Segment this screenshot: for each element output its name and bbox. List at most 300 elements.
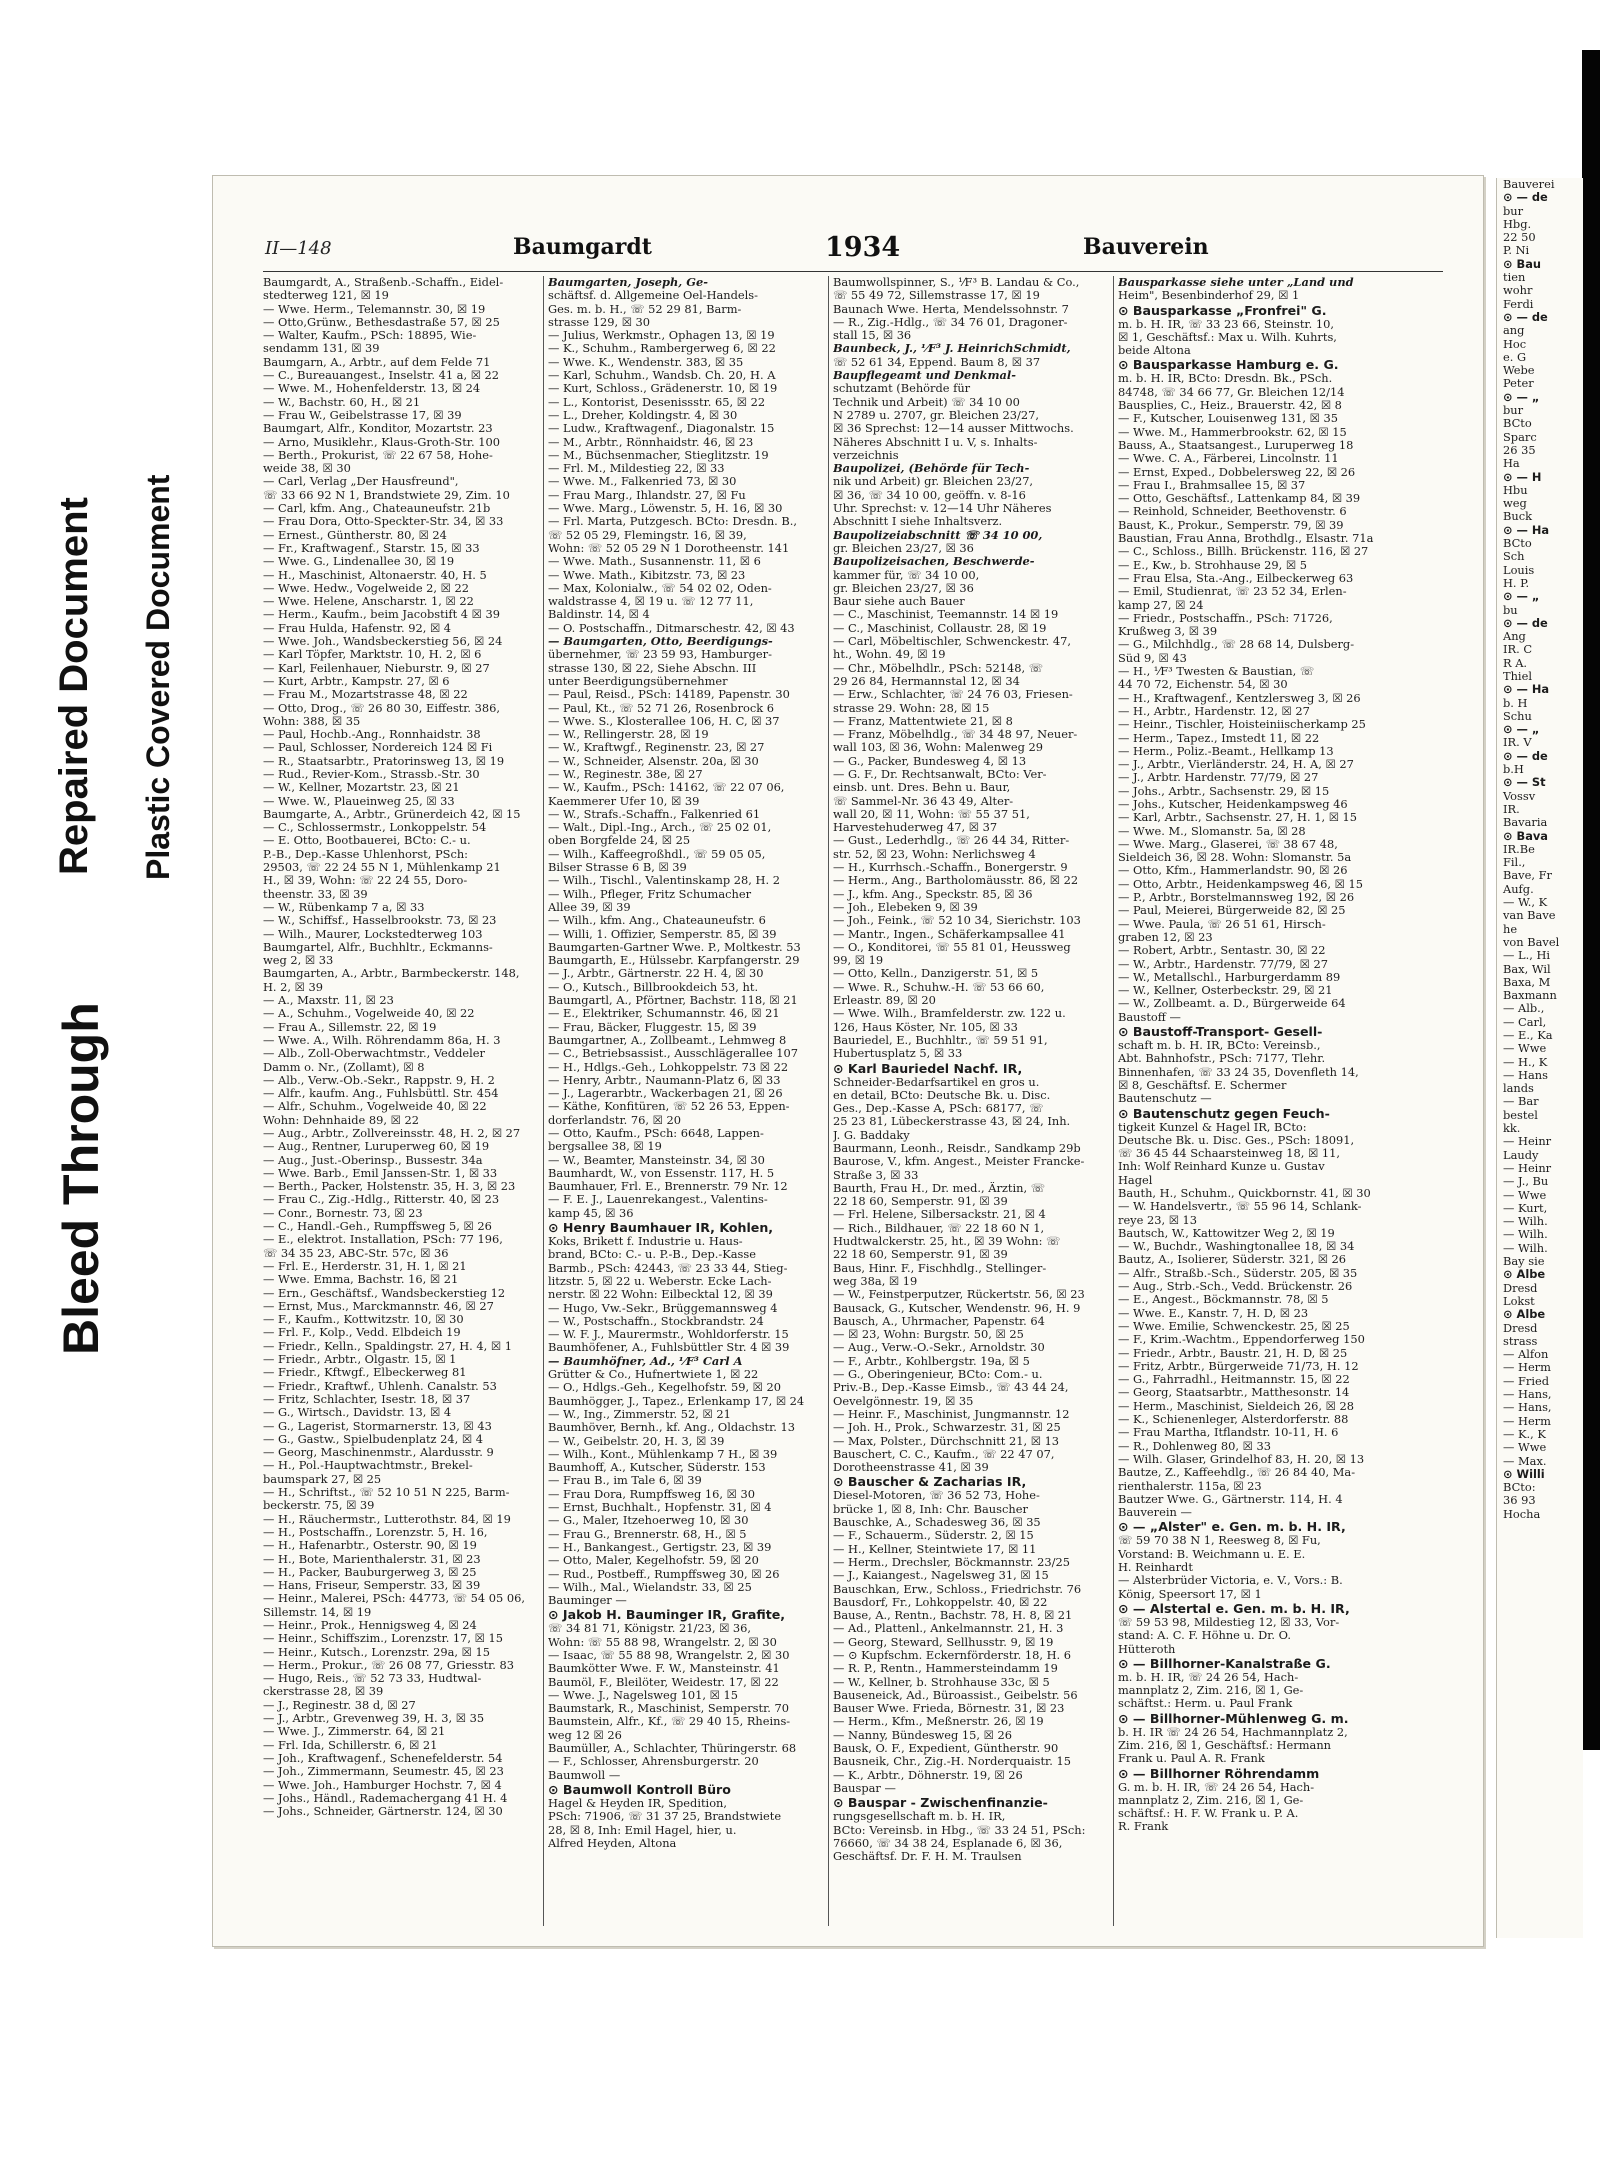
directory-entry-line: — Frau C., Zig.-Hdlg., Ritterstr. 40, ☒ 23 bbox=[263, 1193, 500, 1207]
directory-entry-line: Bausplies, C., Heiz., Brauerstr. 42, ☒ 8 bbox=[1118, 399, 1342, 413]
directory-entry-line: schäftst.: Herm. u. Paul Frank bbox=[1118, 1697, 1293, 1711]
directory-entry-line: — Heinr., Malerei, PSch: 44773, ☏ 54 05 06, bbox=[263, 1592, 525, 1606]
directory-entry-line: — Otto, Maler, Kegelhofstr. 59, ☒ 20 bbox=[548, 1554, 759, 1568]
directory-entry-line: Koks, Brikett f. Industrie u. Haus- bbox=[548, 1235, 743, 1249]
directory-entry-line: strasse 29. Wohn: 28, ☒ 15 bbox=[833, 701, 990, 715]
directory-entry-line: Baumgarth, E., Hülssebr. Karpfangerstr. 29 bbox=[548, 954, 800, 968]
directory-entry-line: übernehmer, ☏ 23 59 93, Hamburger- bbox=[548, 648, 772, 662]
neighbor-page-line: Fil., bbox=[1503, 855, 1526, 870]
directory-entry-line: — Carl, Verlag „Der Hausfreund", bbox=[263, 475, 459, 489]
directory-entry-line: Baumstein, Alfr., Kf., ☏ 29 40 15, Rheins- bbox=[548, 1715, 791, 1729]
directory-entry-line: — Willi, 1. Offizier, Semperstr. 85, ☒ 39 bbox=[548, 927, 777, 941]
directory-entry-line: — Karl Töpfer, Marktstr. 10, H. 2, ☒ 6 bbox=[263, 648, 482, 662]
directory-entry-line: mannplatz 2, Zim. 216, ☒ 1, Ge- bbox=[1118, 1793, 1304, 1807]
directory-entry-line: Bausk, O. F., Expedient, Güntherstr. 90 bbox=[833, 1742, 1059, 1756]
directory-entry-line: — O., Kutsch., Billbrookdeich 53, ht. bbox=[548, 980, 759, 994]
directory-entry-line: Technik und Arbeit) ☏ 34 10 00 bbox=[833, 395, 1020, 409]
directory-entry-line: P.-B., Dep.-Kasse Uhlenhorst, PSch: bbox=[263, 847, 469, 861]
directory-entry-line: — H., Packer, Bauburgerweg 3, ☒ 25 bbox=[263, 1565, 477, 1579]
directory-entry-line: ⊙ Jakob H. Bauminger IR, Grafite, bbox=[548, 1607, 786, 1623]
directory-entry-line: — Wwe. J., Zimmerstr. 64, ☒ 21 bbox=[263, 1725, 446, 1739]
directory-entry-line: ☏ 52 05 29, Flemingstr. 16, ☒ 39, bbox=[548, 528, 747, 542]
directory-entry-line: — H., Kraftwagenf., Kentzlersweg 3, ☒ 26 bbox=[1118, 691, 1361, 705]
directory-entry-line: — O. Postschaffn., Ditmarschestr. 42, ☒ 43 bbox=[548, 621, 795, 635]
directory-entry-line: — Ernest., Güntherstr. 80, ☒ 24 bbox=[263, 528, 447, 542]
directory-entry-line: Baumwoll — bbox=[548, 1768, 621, 1782]
directory-entry-line: — Chr., Möbelhdlr., PSch: 52148, ☏ bbox=[833, 661, 1044, 675]
directory-entry-line: — H., Kurrhsch.-Schaffn., Bonergerstr. 9 bbox=[833, 861, 1068, 875]
directory-entry-line: m. b. H. IR, ☏ 24 26 54, Hach- bbox=[1118, 1670, 1299, 1684]
directory-entry-line: — E., Kw., b. Strohhause 29, ☒ 5 bbox=[1118, 558, 1307, 572]
directory-entry-line: ☏ 59 53 98, Mildestieg 12, ☒ 33, Vor- bbox=[1118, 1615, 1340, 1629]
directory-entry-line: Wohn: Dehnhaide 89, ☒ 22 bbox=[263, 1113, 419, 1127]
directory-entry-line: — R. P., Rentn., Hammersteindamm 19 bbox=[833, 1662, 1058, 1676]
neighbor-page-line: — Bar bbox=[1503, 1094, 1539, 1109]
directory-entry-line: — Wilh., Mal., Wielandstr. 33, ☒ 25 bbox=[548, 1580, 752, 1594]
directory-entry-line: — Alfr., Straßb.-Sch., Süderstr. 205, ☒ 35 bbox=[1118, 1266, 1358, 1280]
directory-entry-line: — W., Kellner, Osterbeckstr. 29, ☒ 21 bbox=[1118, 984, 1333, 998]
directory-entry-line: — F., Krim.-Wachtm., Eppendorferweg 150 bbox=[1118, 1333, 1365, 1347]
directory-entry-line: — E., Angest., Böckmannstr. 78, ☒ 5 bbox=[1118, 1293, 1329, 1307]
directory-entry-line: kamp 45, ☒ 36 bbox=[548, 1206, 634, 1220]
directory-entry-line: Baldinstr. 14, ☒ 4 bbox=[548, 608, 650, 622]
neighbor-page-line: Baxmann bbox=[1503, 988, 1557, 1003]
neighbor-page-line: Ang bbox=[1503, 629, 1526, 644]
neighbor-page-line: 22 50 bbox=[1503, 230, 1536, 245]
directory-entry-line: — Wwe. Marg., Glaserei, ☏ 38 67 48, bbox=[1118, 837, 1338, 851]
directory-entry-line: — Frau A., Sillemstr. 22, ☒ 19 bbox=[263, 1020, 437, 1034]
neighbor-page-line: — Alfon bbox=[1503, 1347, 1549, 1362]
directory-entry-line: — Karl, Arbtr., Sachsenstr. 27, H. 1, ☒ 15 bbox=[1118, 811, 1358, 825]
header-year: 1934 bbox=[825, 232, 901, 263]
directory-entry-line: — Otto, Kaufm., PSch: 6648, Lappen- bbox=[548, 1127, 764, 1140]
directory-entry-line: — Georg, Staatsarbtr., Matthesonstr. 14 bbox=[1118, 1386, 1350, 1400]
directory-entry-line: — Wilh., Maurer, Lockstedterweg 103 bbox=[263, 927, 483, 941]
neighbor-page-line: Buck bbox=[1503, 509, 1532, 524]
neighbor-page-line: strass bbox=[1503, 1333, 1538, 1348]
directory-entry-line: — Wwe. Emma, Bachstr. 16, ☒ 21 bbox=[263, 1273, 459, 1287]
directory-entry-line: — M., Arbtr., Rönnhaidstr. 46, ☒ 23 bbox=[548, 435, 754, 449]
directory-entry-line: Alfred Heyden, Altona bbox=[548, 1836, 677, 1850]
neighbor-page-line: b.H bbox=[1503, 762, 1524, 777]
directory-entry-line: — Wilh., Tischl., Valentinskamp 28, H. 2 bbox=[548, 874, 780, 888]
directory-entry-line: H. Reinhardt bbox=[1118, 1561, 1193, 1575]
directory-entry-line: — Frau Martha, Itflandstr. 10-11, H. 6 bbox=[1118, 1426, 1339, 1440]
neighbor-page-line: — Herm bbox=[1503, 1413, 1551, 1428]
directory-entry-line: sendamm 131, ☒ 39 bbox=[263, 342, 380, 356]
directory-entry-line: 25 23 81, Lübeckerstrasse 43, ☒ 24, Inh. bbox=[833, 1115, 1071, 1129]
directory-entry-line: — Ernst, Buchhalt., Hopfenstr. 31, ☒ 4 bbox=[548, 1501, 772, 1515]
directory-entry-line: — R., Dohlenweg 80, ☒ 33 bbox=[1118, 1439, 1271, 1453]
directory-entry-line: schäftsf.: H. F. W. Frank u. P. A. bbox=[1118, 1807, 1299, 1821]
directory-entry-line: — Wilh., Kont., Mühlenkamp 7 H., ☒ 39 bbox=[548, 1447, 778, 1461]
directory-entry-line: — Otto, Kelln., Danzigerstr. 51, ☒ 5 bbox=[833, 967, 1039, 981]
neighbor-page-line: Lokst bbox=[1503, 1293, 1535, 1308]
directory-entry-line: stand: A. C. F. Höhne u. Dr. O. bbox=[1118, 1629, 1291, 1643]
directory-entry-line: ⊙ Henry Baumhauer IR, Kohlen, bbox=[548, 1220, 774, 1236]
directory-entry-line: nik und Arbeit) gr. Bleichen 23/27, bbox=[833, 475, 1034, 489]
neighbor-page-line: — K., K bbox=[1503, 1426, 1546, 1441]
directory-entry-line: Wohn: ☏ 52 05 29 N 1 Dorotheenstr. 141 bbox=[548, 541, 790, 555]
directory-entry-line: — H., ⅟F³ Twesten & Baustian, ☏ bbox=[1118, 665, 1315, 679]
directory-entry-line: — Wwe. Math., Kibitzstr. 73, ☒ 23 bbox=[548, 568, 746, 582]
directory-entry-line: — Robert, Arbtr., Sentastr. 30, ☒ 22 bbox=[1118, 944, 1326, 958]
page-header bbox=[213, 176, 1483, 266]
directory-entry-line: — Joh., Elebeken 9, ☒ 39 bbox=[833, 900, 978, 914]
header-first-entry: Baumgardt bbox=[513, 234, 652, 260]
directory-entry-line: — H., Kellner, Steintwiete 17, ☒ 11 bbox=[833, 1542, 1037, 1556]
neighbor-page-line: ang bbox=[1503, 323, 1525, 338]
directory-entry-line: — H., Maschinist, Altonaerstr. 40, H. 5 bbox=[263, 568, 487, 582]
directory-entry-line: — Ern., Geschäftsf., Wandsbeckerstieg 12 bbox=[263, 1286, 506, 1300]
column-1 bbox=[263, 276, 535, 1926]
neighbor-page-line: — H., K bbox=[1503, 1054, 1548, 1069]
directory-entry-line: — Frau Dora, Rumpffsweg 16, ☒ 30 bbox=[548, 1487, 755, 1501]
directory-entry-line: Barmb., PSch: 42443, ☏ 23 33 44, Stieg- bbox=[548, 1261, 788, 1275]
directory-entry-line: — W., Rellingerstr. 28, ☒ 19 bbox=[548, 728, 709, 742]
directory-entry-line: Abt. Bahnhofstr., PSch: 7177, Tlehr. bbox=[1118, 1052, 1326, 1066]
plastic-covered-label: Plastic Covered Document bbox=[140, 474, 176, 880]
neighbor-page-line: — Heinr bbox=[1503, 1134, 1552, 1149]
directory-entry-line: Bilser Strasse 6 B, ☒ 39 bbox=[548, 861, 687, 875]
neighbor-page-line: — Wwe bbox=[1503, 1440, 1547, 1455]
directory-entry-line: — G. F., Dr. Rechtsanwalt, BCto: Ver- bbox=[833, 767, 1047, 781]
directory-entry-line: — Wwe. M., Hohenfelderstr. 13, ☒ 24 bbox=[263, 382, 481, 396]
directory-entry-line: Sillemstr. 14, ☒ 19 bbox=[263, 1605, 372, 1619]
directory-entry-line: — Wwe. Wilh., Bramfelderstr. zw. 122 u. bbox=[833, 1007, 1066, 1021]
directory-entry-line: — Karl, Feilenhauer, Nieburstr. 9, ☒ 27 bbox=[263, 661, 490, 675]
directory-entry-line: — E., Elektriker, Schumannstr. 46, ☒ 21 bbox=[548, 1007, 780, 1021]
directory-entry-line: rungsgesellschaft m. b. H. IR, bbox=[833, 1810, 1006, 1824]
directory-entry-line: — H., Räuchermstr., Lutterothstr. 84, ☒ 19 bbox=[263, 1512, 511, 1526]
directory-entry-line: weide 38, ☒ 30 bbox=[263, 462, 351, 476]
directory-entry-line: — Heinr., Prok., Hennigsweg 4, ☒ 24 bbox=[263, 1618, 477, 1632]
directory-entry-line: J. G. Baddaky bbox=[833, 1128, 910, 1142]
directory-entry-line: — Wwe. Joh., Wandsbeckerstieg 56, ☒ 24 bbox=[263, 635, 503, 649]
directory-entry-line: Baumgarten, Joseph, Ge- bbox=[548, 276, 708, 289]
directory-entry-line: — Joh., Feink., ☏ 52 10 34, Sierichstr. 103 bbox=[833, 914, 1081, 928]
directory-entry-line: — Frau B., im Tale 6, ☒ 39 bbox=[548, 1474, 702, 1488]
neighbor-page-line: e. G bbox=[1503, 349, 1527, 364]
directory-entry-line: — Herm., Drechsler, Böckmannstr. 23/25 bbox=[833, 1555, 1070, 1569]
neighbor-page-line: Dresd bbox=[1503, 1280, 1538, 1295]
directory-entry-line: — Wwe. Marg., Löwenstr. 5, H. 16, ☒ 30 bbox=[548, 502, 783, 516]
directory-entry-line: — Paul, Hochb.-Ang., Ronnhaidstr. 38 bbox=[263, 728, 481, 742]
neighbor-page-line: P. Ni bbox=[1503, 243, 1530, 258]
directory-entry-line: Bauminger — bbox=[548, 1594, 627, 1608]
directory-entry-line: — Frau Marg., Ihlandstr. 27, ☒ Fu bbox=[548, 488, 746, 502]
directory-entry-line: ☏ 34 81 71, Königstr. 21/23, ☒ 36, bbox=[548, 1622, 752, 1636]
directory-entry-line: wall 103, ☒ 36, Wohn: Malenweg 29 bbox=[833, 741, 1043, 755]
directory-entry-line: Bausack, G., Kutscher, Wendenstr. 96, H. 9 bbox=[833, 1301, 1081, 1315]
directory-entry-line: nerstr. ☒ 22 Wohn: Eilbecktal 12, ☒ 39 bbox=[548, 1288, 773, 1302]
column-4 bbox=[1118, 276, 1390, 1926]
directory-entry-line: — Georg, Maschinenmstr., Alardusstr. 9 bbox=[263, 1446, 494, 1460]
neighbor-page-line: weg bbox=[1503, 496, 1527, 511]
directory-entry-line: 28, ☒ 8, Inh: Emil Hagel, hier, u. bbox=[548, 1823, 737, 1837]
directory-entry-line: — Friedr., Arbtr., Baustr. 21, H. D, ☒ 25 bbox=[1118, 1346, 1348, 1360]
directory-entry-line: Baumhöfener, A., Fuhlsbüttler Str. 4 ☒ 39 bbox=[548, 1341, 790, 1355]
neighbor-page-line: Bax, Wil bbox=[1503, 961, 1551, 976]
directory-entry-line: ☒ 8, Geschäftsf. E. Schermer bbox=[1118, 1078, 1287, 1092]
neighbor-page-line: BCto bbox=[1503, 536, 1532, 551]
neighbor-page-line: — Hans, bbox=[1503, 1400, 1552, 1415]
directory-entry-line: ⊙ — Billhorner-Mühlenweg G. m. bbox=[1118, 1710, 1349, 1726]
directory-entry-line: ht., Wohn. 49, ☒ 19 bbox=[833, 648, 946, 662]
directory-entry-line: — Herm., Kaufm., beim Jacobstift 4 ☒ 39 bbox=[263, 608, 500, 622]
directory-entry-line: — L., Dreher, Koldingstr. 4, ☒ 30 bbox=[548, 408, 738, 422]
directory-entry-line: — G., Packer, Bundesweg 4, ☒ 13 bbox=[833, 754, 1027, 768]
directory-entry-line: — G., Wirtsch., Davidstr. 13, ☒ 4 bbox=[263, 1406, 452, 1420]
directory-entry-line: — H., Hafenarbtr., Osterstr. 90, ☒ 19 bbox=[263, 1539, 477, 1553]
directory-entry-line: — Rud., Revier-Kom., Strassb.-Str. 30 bbox=[263, 767, 480, 781]
directory-entry-line: — Fritz, Arbtr., Bürgerweide 71/73, H. 12 bbox=[1118, 1359, 1359, 1373]
directory-entry-line: schaft m. b. H. IR, BCto: Vereinsb., bbox=[1118, 1039, 1321, 1053]
directory-entry-line: ☒ 36 Sprechst: 12—14 ausser Mittwochs. bbox=[833, 422, 1074, 436]
directory-entry-line: wall 20, ☒ 11, Wohn: ☏ 55 37 51, bbox=[833, 807, 1030, 821]
directory-entry-line: — Carl, kfm. Ang., Chateauneufstr. 21b bbox=[263, 502, 491, 516]
directory-entry-line: Baumüller, A., Schlachter, Thüringerstr. 68 bbox=[548, 1742, 797, 1756]
directory-entry-line: ⊙ — Billhorner Röhrendamm bbox=[1118, 1765, 1320, 1781]
directory-entry-line: ⊙ Karl Bauriedel Nachf. IR, bbox=[833, 1060, 1023, 1076]
directory-entry-line: Baumhögger, J., Tapez., Erlenkamp 17, ☒ 24 bbox=[548, 1394, 805, 1408]
neighbor-page-line: — Wilh. bbox=[1503, 1214, 1548, 1229]
directory-entry-line: H., ☒ 39, Wohn: ☏ 22 24 55, Doro- bbox=[263, 874, 468, 888]
directory-entry-line: Wohn: 388, ☒ 35 bbox=[263, 714, 361, 728]
directory-entry-line: tigkeit Kunzel & Hagel IR, BCto: bbox=[1118, 1120, 1307, 1134]
directory-entry-line: — H., Bote, Marienthalerstr. 31, ☒ 23 bbox=[263, 1552, 481, 1566]
directory-entry-line: Bauss, A., Staatsangest., Luruperweg 18 bbox=[1118, 438, 1354, 452]
directory-entry-line: b. H. IR ☏ 24 26 54, Hachmannplatz 2, bbox=[1118, 1725, 1348, 1739]
directory-entry-line: — Frau Dora, Otto-Speckter-Str. 34, ☒ 33 bbox=[263, 515, 504, 529]
neighbor-page-line: Laudy bbox=[1503, 1147, 1539, 1162]
columns bbox=[263, 276, 1403, 1926]
neighbor-page-line: ⊙ — de bbox=[1503, 190, 1548, 205]
directory-entry-line: baumspark 27, ☒ 25 bbox=[263, 1472, 382, 1486]
directory-entry-line: — Käthe, Konfitüren, ☏ 52 26 53, Eppen- bbox=[548, 1100, 790, 1114]
directory-entry-line: — Frl. Marta, Putzgesch. BCto: Dresdn. B., bbox=[548, 515, 798, 529]
directory-entry-line: — Herm., Poliz.-Beamt., Hellkamp 13 bbox=[1118, 744, 1334, 758]
directory-entry-line: Straße 3, ☒ 33 bbox=[833, 1168, 919, 1182]
neighbor-page-line: Peter bbox=[1503, 376, 1534, 391]
directory-entry-line: — Wwe. M., Slomanstr. 5a, ☒ 28 bbox=[1118, 824, 1306, 838]
directory-entry-line: Hütteroth bbox=[1118, 1642, 1176, 1656]
directory-entry-line: — K., Schuhm., Rambergerweg 6, ☒ 22 bbox=[548, 342, 776, 356]
directory-entry-line: — Carl, Möbeltischler, Schwenckestr. 47, bbox=[833, 635, 1071, 649]
directory-entry-line: Baunbeck, J., ⅟F³ J. HeinrichSchmidt, bbox=[833, 342, 1071, 356]
directory-entry-line: — Hugo, Reis., ☏ 52 73 33, Hudtwal- bbox=[263, 1672, 482, 1686]
directory-entry-line: — W., Kraftwgf., Reginenstr. 23, ☒ 27 bbox=[548, 741, 765, 755]
directory-entry-line: — J., Kaiangest., Nagelsweg 31, ☒ 15 bbox=[833, 1569, 1049, 1583]
directory-entry-line: Hagel bbox=[1118, 1173, 1153, 1187]
directory-entry-line: — W. F. J., Maurermstr., Wohldorferstr. 15 bbox=[548, 1328, 789, 1342]
directory-entry-line: Bauser Wwe. Frieda, Börnestr. 31, ☒ 23 bbox=[833, 1702, 1065, 1716]
directory-entry-line: Bauschert, C. C., Kaufm., ☏ 22 47 07, bbox=[833, 1447, 1055, 1461]
directory-entry-line: Wohn: ☏ 55 88 98, Wrangelstr. 2, ☒ 30 bbox=[548, 1635, 777, 1649]
neighbor-page-line: kk. bbox=[1503, 1121, 1521, 1136]
neighbor-page-line: Aufg. bbox=[1503, 881, 1534, 896]
directory-entry-line: — Aug., Strb.-Sch., Vedd. Brückenstr. 26 bbox=[1118, 1280, 1353, 1294]
directory-entry-line: Bautenschutz — bbox=[1118, 1092, 1212, 1106]
directory-entry-line: — Wwe. K., Wendenstr. 383, ☒ 35 bbox=[548, 355, 744, 369]
directory-entry-line: reye 23, ☒ 13 bbox=[1118, 1213, 1198, 1227]
directory-entry-line: — Julius, Werkmstr., Ophagen 13, ☒ 19 bbox=[548, 329, 775, 343]
neighbor-page-line: — Kurt, bbox=[1503, 1200, 1548, 1215]
directory-entry-line: 22 18 60, Semperstr. 91, ☒ 39 bbox=[833, 1195, 1008, 1209]
directory-entry-line: dorferlandstr. 76, ☒ 20 bbox=[548, 1113, 681, 1127]
directory-entry-line: Baumkötter Wwe. F. W., Mansteinstr. 41 bbox=[548, 1662, 780, 1676]
directory-entry-line: Bauth, H., Schuhm., Quickbornstr. 41, ☒ 30 bbox=[1118, 1187, 1371, 1200]
directory-entry-line: — F., Kaufm., Kottwitzstr. 10, ☒ 30 bbox=[263, 1313, 464, 1327]
directory-entry-line: — J., Arbtr., Vierländerstr. 24, H. A, ☒ 27 bbox=[1118, 758, 1354, 772]
directory-entry-line: m. b. H. IR, BCto: Dresdn. Bk., PSch. bbox=[1118, 372, 1333, 386]
directory-entry-line: — Wwe. Math., Susannenstr. 11, ☒ 6 bbox=[548, 555, 761, 569]
directory-entry-line: — Frl. Helene, Silbersackstr. 21, ☒ 4 bbox=[833, 1208, 1046, 1222]
directory-entry-line: Baumgartel, Alfr., Buchhltr., Eckmanns- bbox=[263, 940, 493, 954]
directory-entry-line: ⊙ Bautenschutz gegen Feuch- bbox=[1118, 1105, 1330, 1121]
directory-entry-line: rienthalerstr. 115a, ☒ 23 bbox=[1118, 1479, 1262, 1493]
neighbor-page-line: — Heinr bbox=[1503, 1160, 1552, 1175]
neighbor-page-line: ⊙ — de bbox=[1503, 615, 1548, 630]
header-last-entry: Bauverein bbox=[1083, 234, 1209, 260]
directory-entry-line: Baumhöver, Bernh., kf. Ang., Oldachstr. 13 bbox=[548, 1421, 795, 1435]
neighbor-page-line: ⊙ Albe bbox=[1503, 1267, 1546, 1282]
directory-entry-line: — Friedr., Kftwgf., Elbeckerweg 81 bbox=[263, 1366, 467, 1380]
directory-entry-line: weg 2, ☒ 33 bbox=[263, 954, 334, 968]
directory-entry-line: strasse 130, ☒ 22, Siehe Abschn. III bbox=[548, 661, 757, 675]
directory-entry-line: Baumgart, Alfr., Konditor, Mozartstr. 23 bbox=[263, 422, 493, 436]
neighbor-page-line: Schu bbox=[1503, 708, 1532, 723]
directory-entry-line: — Otto, Kfm., Hammerlandstr. 90, ☒ 26 bbox=[1118, 864, 1348, 878]
directory-entry-line: Baustian, Frau Anna, Brothdlg., Elsastr. 71a bbox=[1118, 532, 1374, 546]
directory-entry-line: Baumhardt, W., von Essenstr. 117, H. 5 bbox=[548, 1166, 775, 1180]
directory-entry-line: — Frau I., Brahmsallee 15, ☒ 37 bbox=[1118, 478, 1306, 492]
directory-entry-line: Baumgardt, A., Straßenb.-Schaffn., Eidel- bbox=[263, 276, 504, 289]
directory-entry-line: Hubertusplatz 5, ☒ 33 bbox=[833, 1047, 963, 1061]
directory-entry-line: — Wwe. M., Falkenried 73, ☒ 30 bbox=[548, 475, 737, 489]
directory-entry-line: graben 12, ☒ 23 bbox=[1118, 930, 1213, 944]
directory-entry-line: — H., Bankangest., Gertigstr. 23, ☒ 39 bbox=[548, 1540, 772, 1554]
directory-entry-line: — Wilh., kfm. Ang., Chateauneufstr. 6 bbox=[548, 914, 766, 928]
neighbor-page-line: — Max. bbox=[1503, 1453, 1547, 1468]
directory-entry-line: — A., Maxstr. 11, ☒ 23 bbox=[263, 994, 394, 1008]
directory-entry-line: — Johs., Händl., Rademachergang 41 H. 4 bbox=[263, 1791, 508, 1805]
directory-entry-line: — Paul, Meierei, Bürgerweide 82, ☒ 25 bbox=[1118, 904, 1346, 918]
directory-entry-line: — Wwe. Joh., Hamburger Hochstr. 7, ☒ 4 bbox=[263, 1778, 502, 1792]
directory-entry-line: Bautsch, W., Kattowitzer Weg 2, ☒ 19 bbox=[1118, 1226, 1335, 1240]
directory-entry-line: — Kurt, Schloss., Grädenerstr. 10, ☒ 19 bbox=[548, 382, 778, 396]
directory-entry-line: — Alsterbrüder Victoria, e. V., Vors.: B. bbox=[1118, 1574, 1343, 1588]
neighbor-page-line: ⊙ Albe bbox=[1503, 1307, 1546, 1322]
bleed-through-label: Bleed Through bbox=[53, 1002, 109, 1355]
directory-entry-line: Baumgarten-Gartner Wwe. P., Moltkestr. 53 bbox=[548, 940, 801, 954]
neighbor-page-line: Baxa, M bbox=[1503, 974, 1551, 989]
directory-entry-line: Dorotheenstrasse 41, ☒ 39 bbox=[833, 1461, 989, 1475]
directory-entry-line: — Berth., Packer, Holstenstr. 35, H. 3, ☒ 23 bbox=[263, 1180, 516, 1194]
directory-entry-line: — Frau M., Mozartstrasse 48, ☒ 22 bbox=[263, 688, 468, 702]
neighbor-page-line: Hbu bbox=[1503, 482, 1528, 497]
directory-entry-line: — Paul, Kt., ☏ 52 71 26, Rosenbrock 6 bbox=[548, 701, 775, 715]
directory-entry-line: — Frl. M., Mildestieg 22, ☒ 33 bbox=[548, 462, 725, 476]
directory-entry-line: Bausparkasse siehe unter „Land und bbox=[1118, 276, 1354, 289]
directory-entry-line: — W., Schneider, Alsenstr. 20a, ☒ 30 bbox=[548, 754, 759, 768]
directory-entry-line: — Wwe. Paula, ☏ 26 51 61, Hirsch- bbox=[1118, 917, 1326, 931]
directory-entry-line: Grütter & Co., Hufnertwiete 1, ☒ 22 bbox=[548, 1368, 759, 1382]
directory-entry-line: — Otto, Drog., ☏ 26 80 30, Eiffestr. 386, bbox=[263, 701, 501, 715]
directory-entry-line: — ⊙ Kupfschm. Eckernförderstr. 18, H. 6 bbox=[833, 1648, 1072, 1662]
directory-entry-line: — Joh., Kraftwagenf., Schenefelderstr. 54 bbox=[263, 1751, 503, 1765]
neighbor-page-line: lands bbox=[1503, 1081, 1534, 1096]
directory-entry-line: — Mantr., Ingen., Schäferkampsallee 41 bbox=[833, 927, 1066, 941]
directory-entry-line: — Kurt, Arbtr., Kampstr. 27, ☒ 6 bbox=[263, 674, 450, 688]
directory-entry-line: — Baumhöfner, Ad., ⅟F³ Carl A bbox=[548, 1354, 743, 1368]
directory-entry-line: — Max, Polster., Dürchschnitt 21, ☒ 13 bbox=[833, 1434, 1060, 1448]
directory-entry-line: Sieldeich 36, ☒ 28. Wohn: Slomanstr. 5a bbox=[1118, 851, 1352, 865]
directory-entry-line: BCto: Vereinsb. in Hbg., ☏ 33 24 51, PSch: bbox=[833, 1823, 1086, 1837]
neighbor-page-line: ⊙ Bau bbox=[1503, 256, 1541, 271]
neighbor-page-line: wohr bbox=[1503, 283, 1533, 298]
directory-entry-line: stall 15, ☒ 36 bbox=[833, 329, 912, 343]
directory-entry-line: strasse 129, ☒ 30 bbox=[548, 315, 651, 329]
directory-entry-line: — Wwe. C. A., Färberei, Lincolnstr. 11 bbox=[1118, 452, 1339, 466]
directory-entry-line: — Otto,Grünw., Bethesdastraße 57, ☒ 25 bbox=[263, 315, 500, 329]
directory-entry-line: — Johs., Kutscher, Heidenkampsweg 46 bbox=[1118, 797, 1348, 811]
directory-entry-line: Ges., Dep.-Kasse A, PSch: 68177, ☏ bbox=[833, 1102, 1044, 1116]
directory-entry-line: — Ad., Plattenl., Ankelmannstr. 21, H. 3 bbox=[833, 1622, 1064, 1636]
directory-entry-line: Bautz, A., Isolierer, Süderstr. 321, ☒ 26 bbox=[1118, 1253, 1347, 1267]
directory-entry-line: — Heinr., Schiffszim., Lorenzstr. 17, ☒ 15 bbox=[263, 1632, 503, 1646]
neighbor-page-line: ⊙ — „ bbox=[1503, 722, 1540, 737]
directory-entry-line: Bauschkan, Erw., Schloss., Friedrichstr. 76 bbox=[833, 1582, 1082, 1596]
directory-entry-line: Baur siehe auch Bauer bbox=[833, 595, 965, 609]
directory-entry-line: — J., Arbtr., Grevenweg 39, H. 3, ☒ 35 bbox=[263, 1712, 485, 1726]
directory-entry-line: litzstr. 5, ☒ 22 u. Weberstr. Ecke Lach- bbox=[548, 1274, 772, 1288]
directory-entry-line: — Frau Hulda, Hafenstr. 92, ☒ 4 bbox=[263, 621, 452, 635]
directory-entry-line: — Franz, Möbelhdlg., ☏ 34 48 97, Neuer- bbox=[833, 728, 1078, 742]
directory-entry-line: — Wwe. J., Nagelsweg 101, ☒ 15 bbox=[548, 1688, 738, 1702]
neighbor-page-line: Bauverei bbox=[1503, 178, 1555, 191]
directory-entry-line: — W., Geibelstr. 20, H. 3, ☒ 39 bbox=[548, 1434, 725, 1448]
directory-entry-line: en detail, BCto: Deutsche Bk. u. Disc. bbox=[833, 1088, 1051, 1102]
neighbor-page-line: R A. bbox=[1503, 655, 1528, 670]
directory-entry-line: Baustoff — bbox=[1118, 1010, 1181, 1024]
neighbor-page-line: ⊙ — de bbox=[1503, 748, 1548, 763]
neighbor-page-line: van Bave bbox=[1503, 908, 1556, 923]
directory-entry-line: — J., Arbtr., Gärtnerstr. 22 H. 4, ☒ 30 bbox=[548, 967, 764, 981]
directory-entry-line: G. m. b. H. IR, ☏ 24 26 54, Hach- bbox=[1118, 1780, 1315, 1794]
directory-entry-line: — W., Kellner, b. Strohhause 33c, ☒ 5 bbox=[833, 1675, 1050, 1689]
directory-entry-line: — A., Schuhm., Vogelweide 40, ☒ 22 bbox=[263, 1007, 475, 1021]
directory-entry-line: — Otto, Arbtr., Heidenkampsweg 46, ☒ 15 bbox=[1118, 877, 1363, 891]
neighbor-page-line: Sch bbox=[1503, 549, 1525, 564]
directory-entry-line: — W., Zollbeamt. a. D., Bürgerweide 64 bbox=[1118, 997, 1346, 1011]
directory-entry-line: — C., Maschinist, Teemannstr. 14 ☒ 19 bbox=[833, 608, 1059, 622]
neighbor-page-line: tien bbox=[1503, 270, 1526, 285]
directory-entry-line: — Franz, Mattentwiete 21, ☒ 8 bbox=[833, 714, 1013, 728]
directory-entry-line: ⊙ — „Alster" e. Gen. m. b. H. IR, bbox=[1118, 1519, 1346, 1535]
neighbor-page-line: von Bavel bbox=[1503, 934, 1560, 949]
neighbor-page-line: b. H bbox=[1503, 695, 1528, 710]
directory-entry-line: Inh: Wolf Reinhard Kunze u. Gustav bbox=[1118, 1160, 1325, 1174]
directory-entry-line: Ges. m. b. H., ☏ 52 29 81, Barm- bbox=[548, 302, 742, 316]
directory-entry-line: weg 38a, ☒ 19 bbox=[833, 1274, 918, 1288]
directory-entry-line: gr. Bleichen 23/27, ☒ 36 bbox=[833, 541, 974, 555]
directory-entry-line: ☏ 34 35 23, ABC-Str. 57c, ☒ 36 bbox=[263, 1246, 449, 1260]
directory-entry-line: — W., Ing., Zimmerstr. 52, ☒ 21 bbox=[548, 1407, 731, 1421]
neighbor-page-line: ⊙ Willi bbox=[1503, 1466, 1545, 1481]
directory-entry-line: — Ludw., Kraftwagenf., Diagonalstr. 15 bbox=[548, 422, 775, 436]
directory-entry-line: Baumwollspinner, S., ⅟F³ B. Landau & Co., bbox=[833, 276, 1080, 289]
